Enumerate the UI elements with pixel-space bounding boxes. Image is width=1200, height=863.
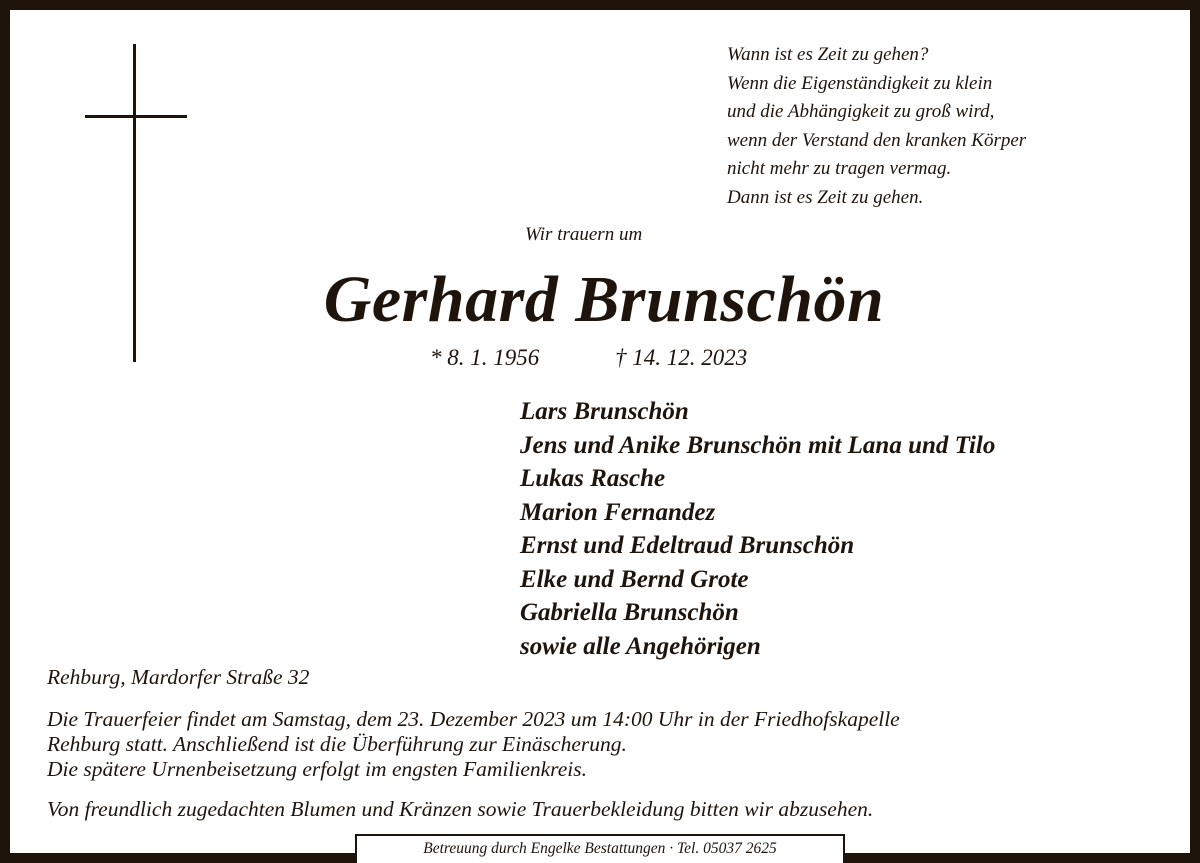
service-line: Die Trauerfeier findet am Samstag, dem 23. Dezember 2023 um 14:00 Uhr in der Friedhofskapelle <box>47 707 900 731</box>
death-date: † 14. 12. 2023 <box>615 345 748 370</box>
mourner-item: Jens und Anike Brunschön mit Lana und Tilo <box>520 431 996 459</box>
cross-icon-horizontal <box>85 115 187 118</box>
mourner-item: Lars Brunschön <box>520 398 689 425</box>
mourner-item: Marion Fernandez <box>520 498 716 526</box>
service-line: Die spätere Urnenbeisetzung erfolgt im engsten Familienkreis. <box>47 757 587 781</box>
service-line: Rehburg statt. Anschließend ist die Überführung zur Einäscherung. <box>47 732 627 756</box>
mourner-item: sowie alle Angehörigen <box>520 632 761 660</box>
poem <box>727 41 1026 212</box>
poem-line: Wann ist es Zeit zu gehen? <box>727 44 929 65</box>
poem-line: Wenn die Eigenständigkeit zu klein <box>727 72 993 94</box>
poem-line: nicht mehr zu tragen vermag. <box>727 158 952 179</box>
poem-line: wenn der Verstand den kranken Körper <box>727 129 1027 151</box>
deceased-name: Gerhard Brunschön <box>323 263 885 336</box>
mourner-item: Lukas Rasche <box>520 465 666 492</box>
birth-date: * 8. 1. 1956 <box>430 345 540 370</box>
cross-icon-vertical <box>133 44 136 362</box>
mourner-item: Gabriella Brunschön <box>520 599 739 626</box>
service-details <box>47 707 900 782</box>
intro-text: Wir trauern um <box>525 224 643 245</box>
mourners-list <box>520 395 995 663</box>
bottom-border-right <box>843 853 1200 863</box>
poem-line: und die Abhängigkeit zu groß wird, <box>727 101 995 122</box>
mourner-item: Ernst und Edeltraud Brunschön <box>520 532 855 559</box>
flowers-note: Von freundlich zugedachten Blumen und Kränzen sowie Trauerbekleidung bitten wir abzusehen. <box>47 797 874 821</box>
bottom-border-left <box>0 853 357 863</box>
mourner-item: Elke und Bernd Grote <box>520 565 749 593</box>
family-address: Rehburg, Mardorfer Straße 32 <box>47 665 310 689</box>
funeral-home-footer: Betreuung durch Engelke Bestattungen · Tel. 05037 2625 <box>355 834 845 863</box>
poem-line: Dann ist es Zeit zu gehen. <box>727 186 924 208</box>
